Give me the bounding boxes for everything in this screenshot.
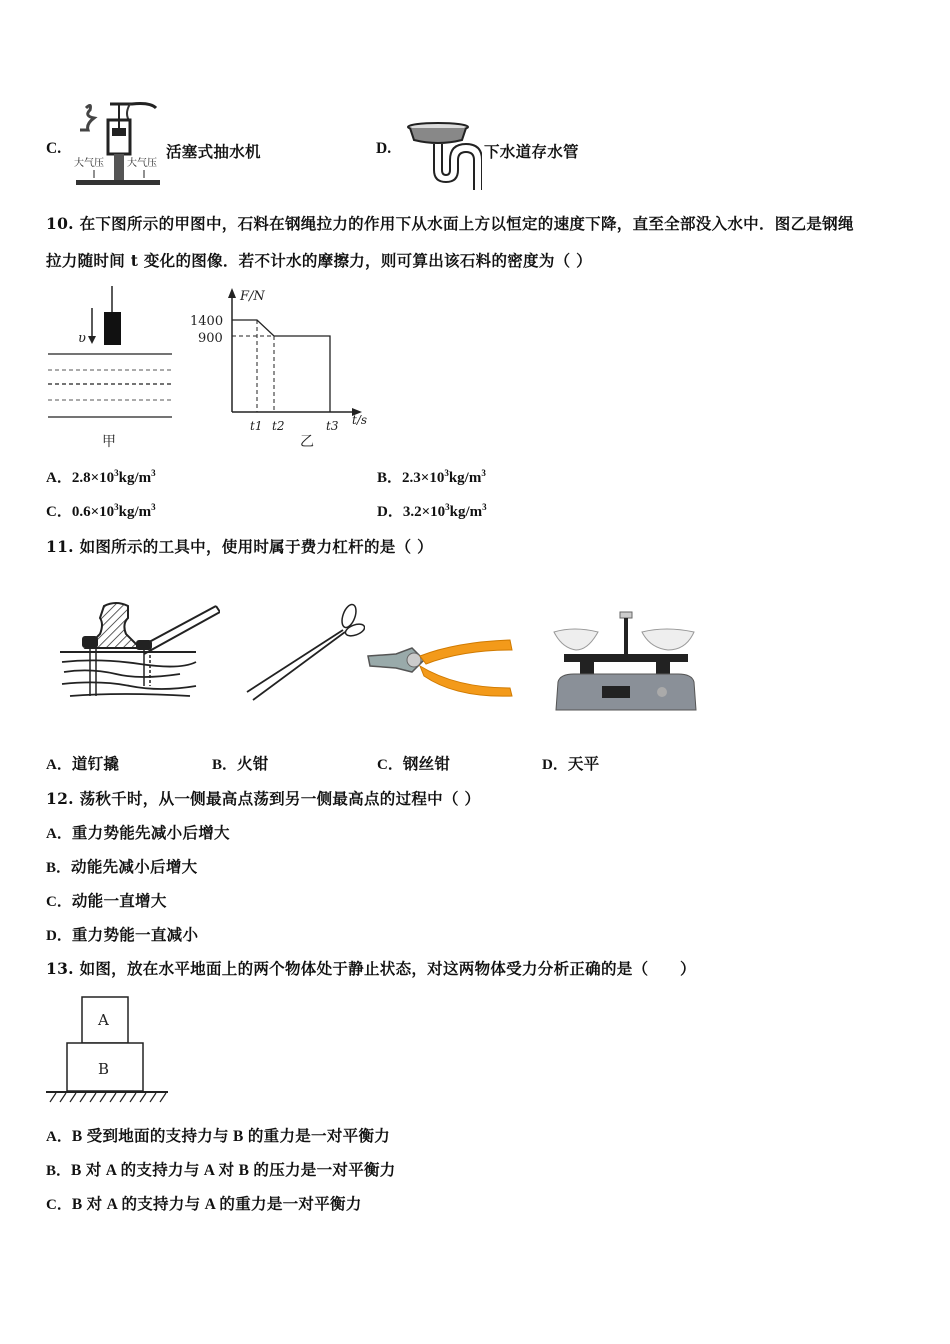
option-letter: C． <box>377 757 403 773</box>
option-letter: B． <box>46 860 72 876</box>
q11-option-b[interactable] <box>212 752 269 774</box>
option-label: B 对 A 的支持力与 A 的重力是一对平衡力 <box>71 1196 362 1213</box>
option-label: 重力势能一直减小 <box>71 927 199 944</box>
y-axis-label: F/N <box>240 289 265 304</box>
q13-option-c[interactable] <box>46 1192 362 1214</box>
option-label: 道钉撬 <box>71 756 120 773</box>
option-unit-exp: 3 <box>482 502 487 512</box>
x-axis-label: t/s <box>352 413 368 427</box>
figure-yi-chart <box>186 284 376 454</box>
q11-number: 11. <box>46 537 74 556</box>
q12-option-d[interactable] <box>46 923 198 945</box>
option-exp: 3 <box>114 468 119 478</box>
q12-stem-text: 荡秋千时，从一侧最高点荡到另一侧最高点的过程中（ ） <box>79 789 481 808</box>
rail-spike-lever-figure <box>60 600 220 700</box>
option-unit: kg/m <box>118 470 152 486</box>
option-unit: kg/m <box>118 504 152 520</box>
q13-option-b[interactable] <box>46 1158 396 1180</box>
option-letter: B． <box>46 1163 72 1179</box>
fire-tongs-figure <box>245 602 365 702</box>
option-letter: A． <box>46 1129 72 1145</box>
x-tick-t2: t2 <box>272 419 285 433</box>
option-letter: C． <box>46 504 72 520</box>
option-label: 钢丝钳 <box>402 756 451 773</box>
q13-option-a[interactable] <box>46 1124 390 1146</box>
q9-option-d-letter: D. <box>376 140 392 157</box>
q11-option-a[interactable] <box>46 752 119 774</box>
option-letter: D． <box>377 504 403 520</box>
atm-label-left: 大气压 <box>74 158 104 169</box>
figure-jia-caption: 甲 <box>102 434 116 450</box>
figure-jia <box>44 284 178 454</box>
option-unit-exp: 3 <box>151 502 156 512</box>
q11-stem-text: 如图所示的工具中，使用时属于费力杠杆的是（ ） <box>79 537 433 556</box>
option-label: B 受到地面的支持力与 B 的重力是一对平衡力 <box>71 1128 391 1145</box>
q10-option-c[interactable] <box>46 500 156 521</box>
option-label: 动能先减小后增大 <box>71 859 198 876</box>
q9-option-c-label: 活塞式抽水机 <box>166 142 261 161</box>
q13-stem-text: 如图，放在水平地面上的两个物体处于静止状态，对这两物体受力分析正确的是（ ） <box>79 959 696 978</box>
option-letter: A． <box>46 757 72 773</box>
sewer-trap-figure <box>404 120 482 192</box>
q9-option-d-label: 下水道存水管 <box>484 142 579 161</box>
x-tick-t3: t3 <box>326 419 339 433</box>
option-label: 重力势能先减小后增大 <box>71 825 230 842</box>
option-label: 动能一直增大 <box>71 893 167 910</box>
block-a-label: A <box>98 1011 109 1029</box>
option-label: B 对 A 的支持力与 A 对 B 的压力是一对平衡力 <box>71 1162 396 1179</box>
option-unit: kg/m <box>449 504 483 520</box>
option-letter: A． <box>46 470 72 486</box>
option-unit: kg/m <box>448 470 482 486</box>
q10-option-a[interactable] <box>46 466 156 487</box>
option-unit-exp: 3 <box>151 468 156 478</box>
block-b-label: B <box>98 1060 110 1078</box>
option-letter: D． <box>542 757 568 773</box>
q10-stem-line2: 拉力随时间 t 变化的图像．若不计水的摩擦力，则可算出该石料的密度为（ ） <box>46 251 592 270</box>
option-letter: B． <box>212 757 238 773</box>
option-exp: 3 <box>114 502 119 512</box>
y-tick-1400: 1400 <box>190 314 224 329</box>
option-letter: C． <box>46 1197 72 1213</box>
q12-stem <box>46 787 480 809</box>
option-exp: 3 <box>445 502 450 512</box>
stacked-blocks-figure <box>44 994 170 1108</box>
option-exp: 3 <box>444 468 449 478</box>
q11-stem <box>46 535 433 557</box>
piston-pump-figure <box>72 100 164 192</box>
option-coef: 0.6×10 <box>71 504 115 520</box>
q10-option-b[interactable] <box>377 466 486 487</box>
q13-stem <box>46 957 696 979</box>
q13-number: 13. <box>46 959 74 978</box>
option-coef: 3.2×10 <box>402 504 446 520</box>
option-label: 天平 <box>567 756 600 773</box>
option-coef: 2.3×10 <box>402 470 445 486</box>
balance-scale-figure <box>550 610 700 718</box>
y-tick-900: 900 <box>198 331 223 346</box>
q9-option-c-letter: C. <box>46 140 62 157</box>
option-letter: C． <box>46 894 72 910</box>
wire-pliers-figure <box>366 636 516 706</box>
q11-option-d[interactable] <box>542 752 599 774</box>
q12-number: 12. <box>46 789 74 808</box>
velocity-label: υ <box>78 331 86 346</box>
q10-number: 10. <box>46 214 74 233</box>
option-coef: 2.8×10 <box>71 470 115 486</box>
q12-option-c[interactable] <box>46 889 167 911</box>
q10-option-d[interactable] <box>377 500 487 521</box>
option-letter: B． <box>377 470 403 486</box>
q12-option-b[interactable] <box>46 855 197 877</box>
q10-stem-line1: 在下图所示的甲图中，石料在钢绳拉力的作用下从水面上方以恒定的速度下降，直至全部没入水中．图乙是钢绳 <box>79 214 854 233</box>
figure-yi-caption: 乙 <box>300 434 314 450</box>
q10-line1 <box>46 212 854 234</box>
q12-option-a[interactable] <box>46 821 230 843</box>
option-letter: A． <box>46 826 72 842</box>
option-label: 火钳 <box>237 756 269 773</box>
option-letter: D． <box>46 928 72 944</box>
option-unit-exp: 3 <box>481 468 486 478</box>
atm-label-right: 大气压 <box>127 158 157 169</box>
q11-option-c[interactable] <box>377 752 450 774</box>
x-tick-t1: t1 <box>250 419 263 433</box>
